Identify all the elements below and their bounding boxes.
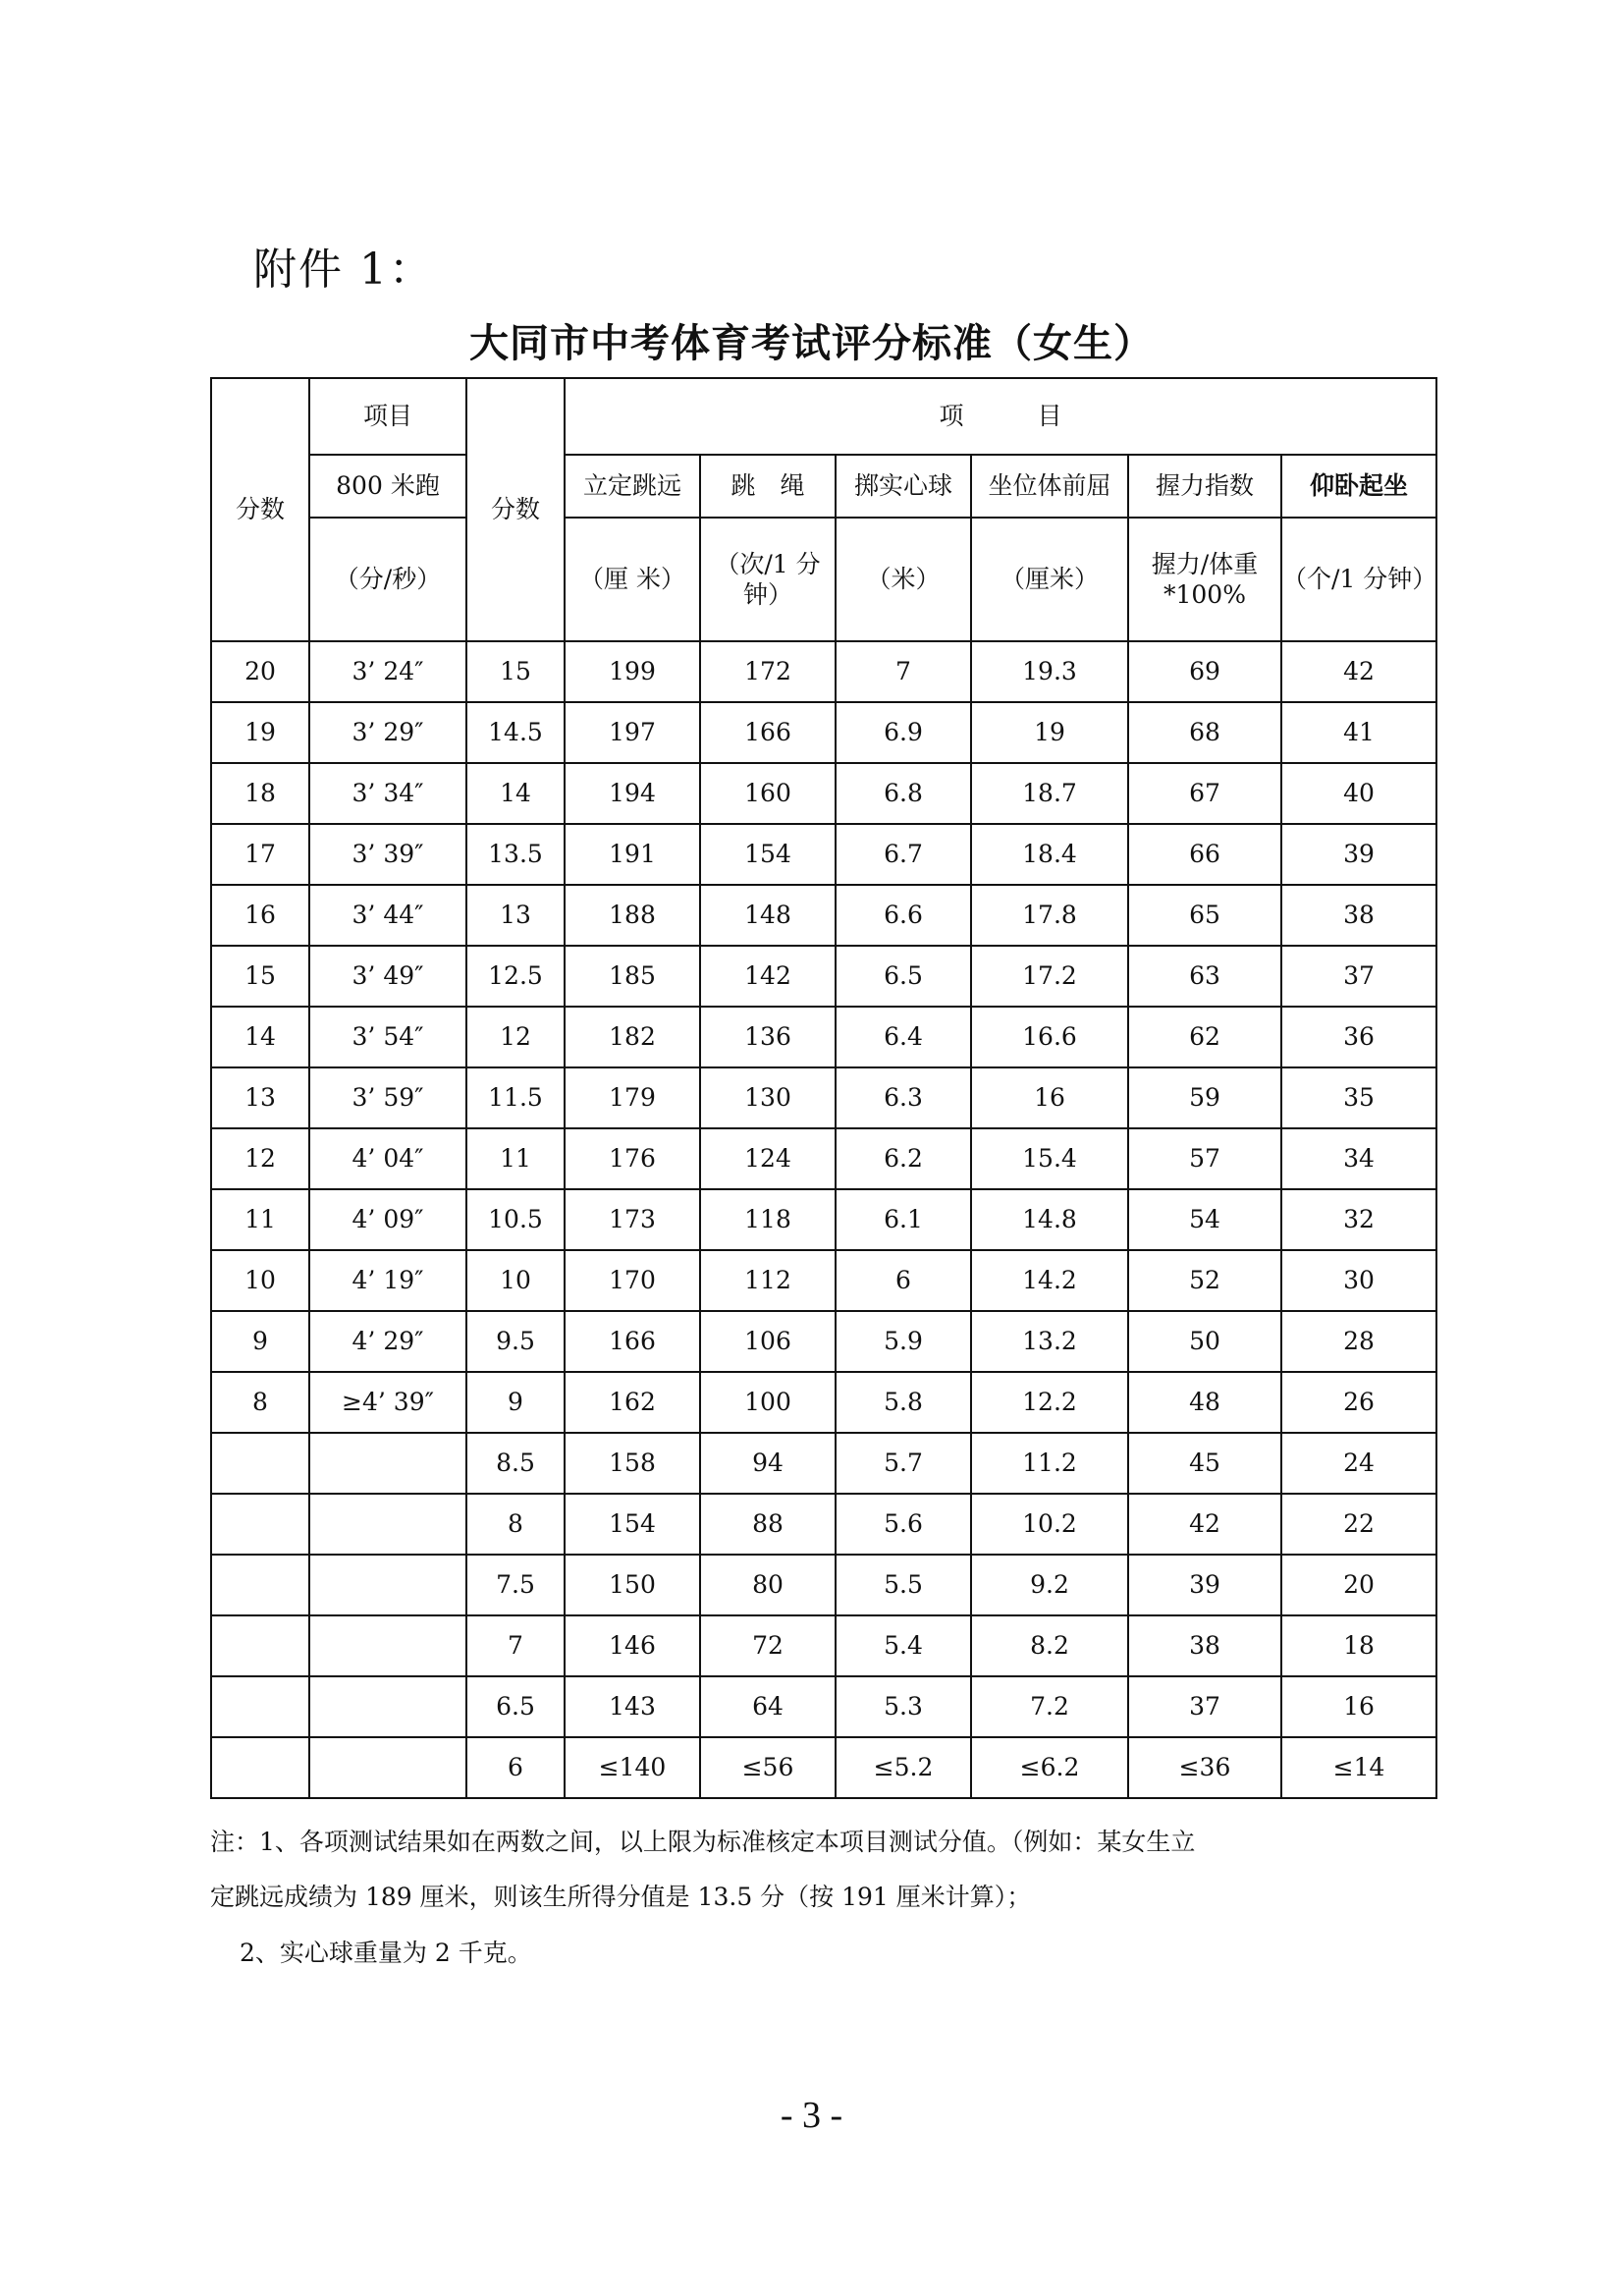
table-cell: 52 [1128, 1250, 1281, 1311]
table-cell: 182 [565, 1007, 700, 1067]
table-cell: 106 [700, 1311, 836, 1372]
table-cell: 8.2 [971, 1615, 1128, 1676]
table-cell: 154 [565, 1494, 700, 1555]
table-cell: 16 [211, 885, 309, 946]
table-row [211, 1189, 1436, 1250]
table-row [211, 641, 1436, 702]
table-cell: 7 [836, 641, 971, 702]
table-cell: 28 [1281, 1311, 1436, 1372]
table-row [211, 763, 1436, 824]
table-cell: 12 [211, 1128, 309, 1189]
table-cell [309, 1615, 466, 1676]
table-row [211, 1494, 1436, 1555]
table-cell: 4’ 09″ [309, 1189, 466, 1250]
table-cell: ≥4’ 39″ [309, 1372, 466, 1433]
table-cell: 160 [700, 763, 836, 824]
table-cell: 6.9 [836, 702, 971, 763]
table-cell [309, 1737, 466, 1798]
table-cell: 45 [1128, 1433, 1281, 1494]
table-cell: 17.8 [971, 885, 1128, 946]
table-cell: 124 [700, 1128, 836, 1189]
table-cell [309, 1433, 466, 1494]
col-name-rope: 跳 绳 [700, 455, 836, 518]
table-cell: 30 [1281, 1250, 1436, 1311]
table-cell: 12 [466, 1007, 565, 1067]
table-cell: 5.8 [836, 1372, 971, 1433]
table-row [211, 946, 1436, 1007]
table-cell: 162 [565, 1372, 700, 1433]
table-cell: 3’ 29″ [309, 702, 466, 763]
table-cell: 18.4 [971, 824, 1128, 885]
table-cell: 12.5 [466, 946, 565, 1007]
table-cell: 63 [1128, 946, 1281, 1007]
table-cell: 11.5 [466, 1067, 565, 1128]
table-cell: 3’ 34″ [309, 763, 466, 824]
table-cell: 3’ 49″ [309, 946, 466, 1007]
table-cell: 32 [1281, 1189, 1436, 1250]
table-cell: 94 [700, 1433, 836, 1494]
table-cell: 67 [1128, 763, 1281, 824]
table-cell: 148 [700, 885, 836, 946]
table-cell: 68 [1128, 702, 1281, 763]
table-row [211, 1555, 1436, 1615]
table-cell: 100 [700, 1372, 836, 1433]
table-row [211, 1433, 1436, 1494]
table-cell: 5.9 [836, 1311, 971, 1372]
table-cell: 3’ 54″ [309, 1007, 466, 1067]
table-cell [211, 1433, 309, 1494]
table-cell [211, 1737, 309, 1798]
table-cell [309, 1676, 466, 1737]
table-cell [211, 1555, 309, 1615]
table-cell: 38 [1128, 1615, 1281, 1676]
table-row [211, 1007, 1436, 1067]
table-cell: 3’ 24″ [309, 641, 466, 702]
table-cell: 54 [1128, 1189, 1281, 1250]
table-cell: 14 [466, 763, 565, 824]
table-cell: 41 [1281, 702, 1436, 763]
table-row [211, 1311, 1436, 1372]
table-cell: 5.6 [836, 1494, 971, 1555]
table-cell: 6.5 [466, 1676, 565, 1737]
table-cell: 7 [466, 1615, 565, 1676]
table-cell: 173 [565, 1189, 700, 1250]
table-cell: 10 [466, 1250, 565, 1311]
table-row [211, 1737, 1436, 1798]
table-cell [211, 1615, 309, 1676]
table-cell: 17.2 [971, 946, 1128, 1007]
col-name-ball: 掷实心球 [836, 455, 971, 518]
table-cell: 69 [1128, 641, 1281, 702]
table-cell: 8.5 [466, 1433, 565, 1494]
table-cell: 199 [565, 641, 700, 702]
table-cell: 18 [211, 763, 309, 824]
table-cell: 7.2 [971, 1676, 1128, 1737]
col-name-situps: 仰卧起坐 [1281, 455, 1436, 518]
table-cell: 142 [700, 946, 836, 1007]
table-cell [211, 1494, 309, 1555]
col-unit-sit-reach: （厘米） [971, 518, 1128, 641]
table-cell: 16 [971, 1067, 1128, 1128]
table-cell: 14 [211, 1007, 309, 1067]
col-name-long-jump: 立定跳远 [565, 455, 700, 518]
table-cell: 6.6 [836, 885, 971, 946]
table-cell: 37 [1281, 946, 1436, 1007]
table-cell: 11.2 [971, 1433, 1128, 1494]
table-cell: 10.2 [971, 1494, 1128, 1555]
table-cell: 197 [565, 702, 700, 763]
table-cell: 11 [211, 1189, 309, 1250]
note-line-1: 注：1、各项测试结果如在两数之间，以上限为标准核定本项目测试分值。（例如：某女生立 [210, 1828, 1196, 1856]
table-cell: 26 [1281, 1372, 1436, 1433]
table-cell: 188 [565, 885, 700, 946]
table-cell: 12.2 [971, 1372, 1128, 1433]
table-row [211, 702, 1436, 763]
table-cell: 6.8 [836, 763, 971, 824]
table-cell: 11 [466, 1128, 565, 1189]
table-cell: 80 [700, 1555, 836, 1615]
table-cell: 14.8 [971, 1189, 1128, 1250]
table-cell: 15 [466, 641, 565, 702]
table-cell: 4’ 19″ [309, 1250, 466, 1311]
table-cell: 6.7 [836, 824, 971, 885]
table-cell: 64 [700, 1676, 836, 1737]
score-header-left: 分数 [211, 378, 309, 641]
table-cell: 9 [211, 1311, 309, 1372]
table-row [211, 1372, 1436, 1433]
table-cell: 5.3 [836, 1676, 971, 1737]
table-cell: 13 [466, 885, 565, 946]
table-cell: 6.1 [836, 1189, 971, 1250]
col-unit-long-jump: （厘 米） [565, 518, 700, 641]
table-cell: 166 [700, 702, 836, 763]
table-row [211, 885, 1436, 946]
table-cell: 154 [700, 824, 836, 885]
table-cell: 170 [565, 1250, 700, 1311]
table-cell [309, 1494, 466, 1555]
table-cell: 20 [1281, 1555, 1436, 1615]
table-cell: 38 [1281, 885, 1436, 946]
table-cell: 5.7 [836, 1433, 971, 1494]
table-cell: 36 [1281, 1007, 1436, 1067]
table-cell: 22 [1281, 1494, 1436, 1555]
table-cell: 194 [565, 763, 700, 824]
table-cell: 20 [211, 641, 309, 702]
table-cell: 17 [211, 824, 309, 885]
table-cell: 3’ 59″ [309, 1067, 466, 1128]
table-cell: 18.7 [971, 763, 1128, 824]
table-cell: 10 [211, 1250, 309, 1311]
table-cell [309, 1555, 466, 1615]
table-cell: 15.4 [971, 1128, 1128, 1189]
table-cell: 176 [565, 1128, 700, 1189]
table-cell: 6 [466, 1737, 565, 1798]
page-number: - 3 - [780, 2095, 843, 2136]
scoring-table [210, 377, 1437, 1799]
score-header-right: 分数 [466, 378, 565, 641]
col-name-sit-reach: 坐位体前屈 [971, 455, 1128, 518]
table-cell: 14.2 [971, 1250, 1128, 1311]
table-cell: 4’ 29″ [309, 1311, 466, 1372]
notes [210, 1815, 1435, 1981]
table-cell: 6.2 [836, 1128, 971, 1189]
col-unit-ball: （米） [836, 518, 971, 641]
table-cell: 62 [1128, 1007, 1281, 1067]
item-label-left: 项目 [309, 378, 466, 455]
table-cell: 3’ 39″ [309, 824, 466, 885]
table-cell: 72 [700, 1615, 836, 1676]
table-cell: 15 [211, 946, 309, 1007]
table-cell: 158 [565, 1433, 700, 1494]
table-row [211, 1128, 1436, 1189]
table-cell: 24 [1281, 1433, 1436, 1494]
table-cell: 172 [700, 641, 836, 702]
col-unit-situps: （个/1 分钟） [1281, 518, 1436, 641]
table-cell [211, 1676, 309, 1737]
table-row [211, 1250, 1436, 1311]
col-unit-rope: （次/1 分钟） [700, 518, 836, 641]
table-cell: 6 [836, 1250, 971, 1311]
run-unit: （分/秒） [309, 518, 466, 641]
note-line-3: 2、实心球重量为 2 千克。 [240, 1938, 532, 1967]
table-row [211, 1676, 1436, 1737]
note-line-2: 定跳远成绩为 189 厘米，则该生所得分值是 13.5 分（按 191 厘米计算）； [210, 1883, 1032, 1912]
table-cell: 37 [1128, 1676, 1281, 1737]
table-cell: 10.5 [466, 1189, 565, 1250]
table-cell: 14.5 [466, 702, 565, 763]
table-cell: 57 [1128, 1128, 1281, 1189]
table-cell: 50 [1128, 1311, 1281, 1372]
attachment-label: 附件 1： [253, 245, 434, 295]
table-cell: ≤56 [700, 1737, 836, 1798]
table-cell: ≤5.2 [836, 1737, 971, 1798]
table-row [211, 1067, 1436, 1128]
table-cell: 48 [1128, 1372, 1281, 1433]
table-cell: 6.5 [836, 946, 971, 1007]
table-cell: 19 [971, 702, 1128, 763]
table-cell: 5.5 [836, 1555, 971, 1615]
table-cell: 42 [1128, 1494, 1281, 1555]
table-cell: 19.3 [971, 641, 1128, 702]
table-cell: 59 [1128, 1067, 1281, 1128]
table-cell: 112 [700, 1250, 836, 1311]
table-cell: 8 [211, 1372, 309, 1433]
table-cell: 146 [565, 1615, 700, 1676]
table-cell: 130 [700, 1067, 836, 1128]
table-cell: 150 [565, 1555, 700, 1615]
table-cell: 5.4 [836, 1615, 971, 1676]
table-cell: 18 [1281, 1615, 1436, 1676]
table-cell: 143 [565, 1676, 700, 1737]
table-cell: 34 [1281, 1128, 1436, 1189]
table-row [211, 824, 1436, 885]
table-cell: 39 [1281, 824, 1436, 885]
table-cell: 179 [565, 1067, 700, 1128]
table-cell: 35 [1281, 1067, 1436, 1128]
table-cell: 3’ 44″ [309, 885, 466, 946]
table-cell: 88 [700, 1494, 836, 1555]
table-cell: 191 [565, 824, 700, 885]
table-cell: 6.3 [836, 1067, 971, 1128]
table-cell: ≤6.2 [971, 1737, 1128, 1798]
table-cell: 13.5 [466, 824, 565, 885]
table-cell: 9.2 [971, 1555, 1128, 1615]
table-cell: 4’ 04″ [309, 1128, 466, 1189]
col-unit-grip: 握力/体重 *100% [1128, 518, 1281, 641]
table-row [211, 1615, 1436, 1676]
table-cell: 6.4 [836, 1007, 971, 1067]
table-cell: 16.6 [971, 1007, 1128, 1067]
table-cell: 7.5 [466, 1555, 565, 1615]
table-cell: 13.2 [971, 1311, 1128, 1372]
col-name-grip: 握力指数 [1128, 455, 1281, 518]
table-cell: ≤140 [565, 1737, 700, 1798]
table-cell: 185 [565, 946, 700, 1007]
table-cell: 65 [1128, 885, 1281, 946]
page-title: 大同市中考体育考试评分标准（女生） [469, 321, 1154, 366]
table-cell: ≤14 [1281, 1737, 1436, 1798]
table-cell: 13 [211, 1067, 309, 1128]
items-header: 项 目 [565, 378, 1436, 455]
table-cell: 9.5 [466, 1311, 565, 1372]
table-cell: 19 [211, 702, 309, 763]
table-cell: 8 [466, 1494, 565, 1555]
table-cell: 136 [700, 1007, 836, 1067]
table-cell: 42 [1281, 641, 1436, 702]
table-cell: 16 [1281, 1676, 1436, 1737]
table-cell: 118 [700, 1189, 836, 1250]
table-cell: ≤36 [1128, 1737, 1281, 1798]
table-cell: 40 [1281, 763, 1436, 824]
table-cell: 66 [1128, 824, 1281, 885]
table-cell: 166 [565, 1311, 700, 1372]
run-name: 800 米跑 [309, 455, 466, 518]
table-cell: 9 [466, 1372, 565, 1433]
table-cell: 39 [1128, 1555, 1281, 1615]
